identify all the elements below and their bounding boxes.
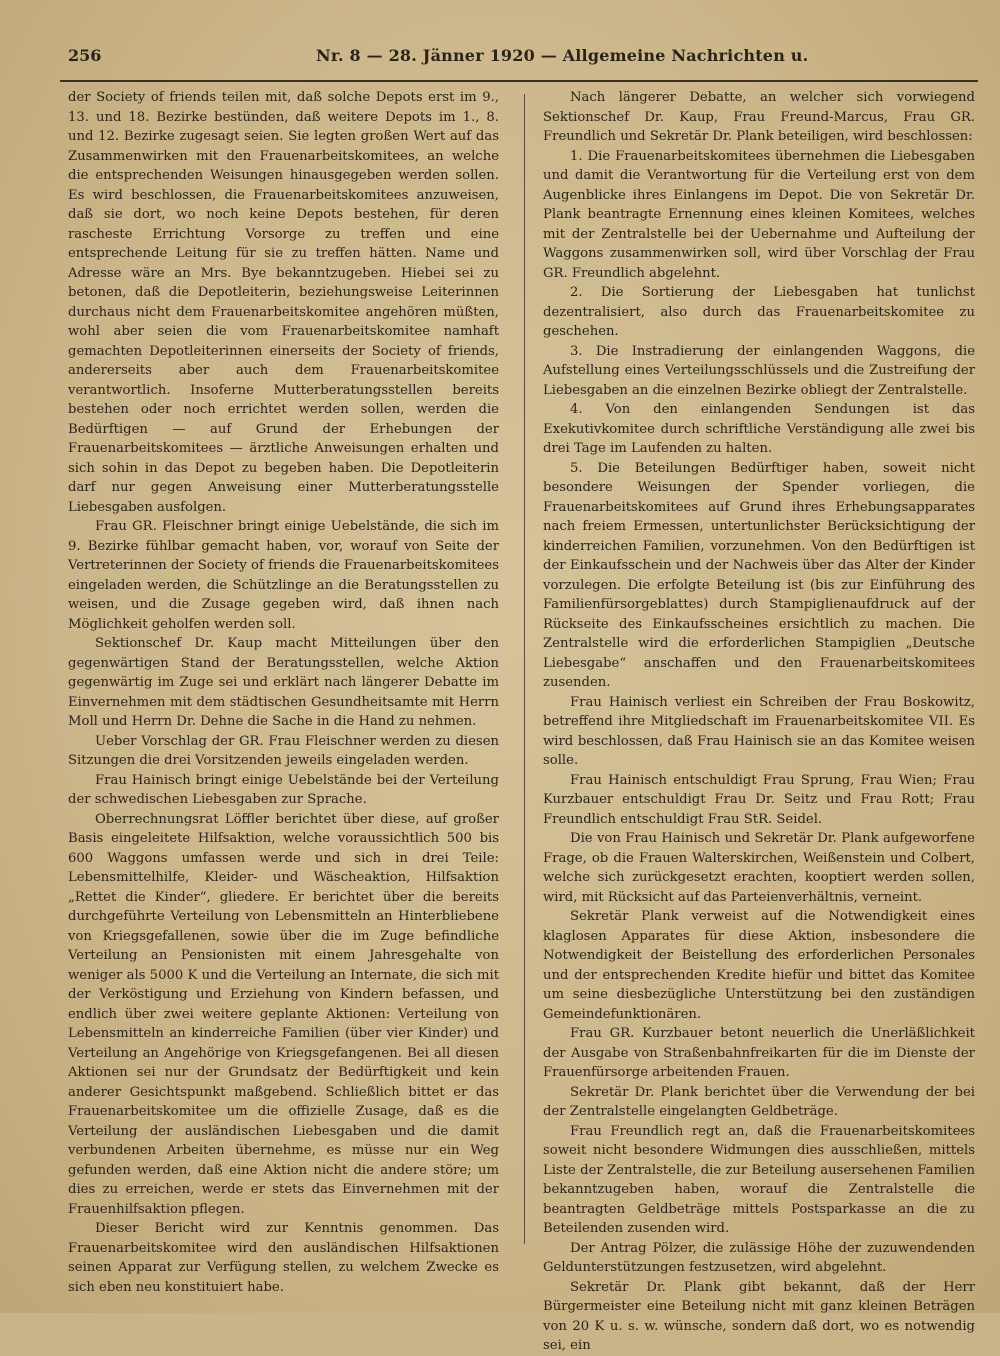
paragraph: 1. Die Frauenarbeitskomitees übernehmen die Liebesgaben und damit die Verantwortung für die Verteilung erst von dem Augenblicke ihres Einlangens im Depot. Die von Sekretär Dr. Plank beantragte Ernennung eines kleinen Komitees, welches mit der Zentralstelle bei der Uebernahme und Aufteilung der Waggons zusammenwirken soll, wird über Vorschlag der Frau GR. Freundlich abgelehnt.	[543, 148, 975, 281]
header-rule	[60, 80, 978, 82]
paragraph: Frau GR. Kurzbauer betont neuerlich die Unerläßlichkeit der Ausgabe von Straßenbahnfreikarten für die im Dienste der Frauenfürsorge arbeitenden Frauen.	[543, 1026, 975, 1080]
column-divider	[524, 94, 525, 1244]
paragraph: Frau Freundlich regt an, daß die Frauenarbeitskomitees soweit nicht besondere Widmungen dies ausschließen, mittels Liste der Zentralstelle, die zur Beteilung ausersehenen Familien bekanntzugeben haben, worauf die Zentralstelle die beantragten Geldbeträge mittels Postsparkasse an die zu Beteilenden zusenden wird.	[543, 1123, 975, 1236]
paragraph: Der Antrag Pölzer, die zulässige Höhe der zuzuwendenden Geldunterstützungen festzusetzen, wird abgelehnt.	[543, 1240, 975, 1275]
paragraph: Dieser Bericht wird zur Kenntnis genommen. Das Frauenarbeitskomitee wird den ausländischen Hilfsaktionen seinen Apparat zur Verfügung stellen, zu welchem Zwecke es sich eben neu konstituiert habe.	[68, 1221, 499, 1295]
paragraph: Sekretär Plank verweist auf die Notwendigkeit eines klaglosen Apparates für diese Aktion, insbesondere die Notwendigkeit der Beistellung des erforderlichen Personales und der entsprechenden Kredite hiefür und bittet das Komitee um seine diesbezügliche Unterstützung bei den zuständigen Gemeindefunktionären.	[543, 909, 975, 1022]
running-title: Nr. 8 — 28. Jänner 1920 — Allgemeine Nachrichten u.	[316, 46, 809, 65]
paragraph: Nach längerer Debatte, an welcher sich vorwiegend Sektionschef Dr. Kaup, Frau Freund-Marcus, Frau GR. Freundlich und Sekretär Dr. Plank beteiligen, wird beschlossen:	[543, 90, 975, 144]
paragraph: Oberrechnungsrat Löffler berichtet über diese, auf großer Basis eingeleitete Hilfsaktion, welche voraussichtlich 500 bis 600 Waggons umfassen werde und sich in drei Teile: Lebensmittelhilfe, Kleider- und Wäscheaktion, Hilfsaktion „Rettet die Kinder“, gliedere. Er berichtet über die bereits durchgeführte Verteilung von Lebensmitteln an Hinterbliebene von Kriegsgefallenen, sowie über die im Zuge befindliche Verteilung an Pensionisten mit einem Jahresgehalte von weniger als 5000 K und die Verteilung an Internate, die sich mit der Verköstigung und Erziehung von Kindern befassen, und endlich über zwei weitere geplante Aktionen: Verteilung von Lebensmitteln an kinderreiche Familien (über vier Kinder) und Verteilung an Angehörige von Kriegsgefangenen. Bei all diesen Aktionen sei nur der Grundsatz der Bedürftigkeit und kein anderer Gesichtspunkt maßgebend. Schließlich bittet er das Frauenarbeitskomitee um die offizielle Zusage, daß es die Verteilung der ausländischen Liebesgaben und die damit verbundenen Arbeiten übernehme, es müsse nur ein Weg gefunden werden, daß eine Aktion nicht die andere störe; um dies zu erreichen, werde er stets das Einvernehmen mit der Frauenhilfsaktion pflegen.	[68, 811, 499, 1217]
page-header	[68, 46, 948, 72]
page-number: 256	[68, 46, 102, 65]
paragraph: 5. Die Beteilungen Bedürftiger haben, soweit nicht besondere Weisungen der Spender vorliegen, die Frauenarbeitskomitees auf Grund ihres Erhebungsapparates nach freiem Ermessen, untertunlichster Berücksichtigung der kinderreichen Familien, vorzunehmen. Von den Bedürftigen ist der Einkaufsschein und der Nachweis über das Alter der Kinder vorzulegen. Die erfolgte Beteilung ist (bis zur Einführung des Familienfürsorgeblattes) durch Stampiglienaufdruck auf der Rückseite des Einkaufsscheines ersichtlich zu machen. Die Zentralstelle wird die erforderlichen Stampiglien „Deutsche Liebesgabe“ anschaffen und den Frauenarbeitskomitees zusenden.	[543, 460, 975, 690]
paragraph: Sekretär Dr. Plank gibt bekannt, daß der Herr Bürgermeister eine Beteilung nicht mit ganz kleinen Beträgen von 20 K u. s. w. wünsche, sondern daß dort, wo es notwendig sei, ein	[543, 1279, 975, 1353]
paragraph: 2. Die Sortierung der Liebesgaben hat tunlichst dezentralisiert, also durch das Frauenarbeitskomitee zu geschehen.	[543, 285, 975, 339]
paragraph: Sekretär Dr. Plank berichtet über die Verwendung der bei der Zentralstelle eingelangten Geldbeträge.	[543, 1084, 975, 1119]
paragraph: der Society of friends teilen mit, daß solche Depots erst im 9., 13. und 18. Bezirke bestünden, daß weitere Depots im 1., 8. und 12. Bezirke zugesagt seien. Sie legten großen Wert auf das Zusammenwirken mit den Frauenarbeitskomitees, an welche die entsprechenden Weisungen hinausgegeben werden sollen. Es wird beschlossen, die Frauenarbeitskomitees anzuweisen, daß sie dort, wo noch keine Depots bestehen, für deren rascheste Errichtung Vorsorge zu treffen und eine entsprechende Leitung für sie zu treffen hätten. Name und Adresse wäre an Mrs. Bye bekanntzugeben. Hiebei sei zu betonen, daß die Depotleiterin, beziehungsweise Leiterinnen durchaus nicht dem Frauenarbeitskomitee angehören müßten, wohl aber seien die vom Frauenarbeitskomitee namhaft gemachten Depotleiterinnen einerseits der Society of friends, andererseits aber auch dem Frauenarbeitskomitee verantwortlich. Insoferne Mutterberatungsstellen bereits bestehen oder noch errichtet werden sollen, werden die Bedürftigen — auf Grund der Erhebungen der Frauenarbeitskomitees — ärztliche Anweisungen erhalten und sich sohin in das Depot zu begeben haben. Die Depotleiterin darf nur gegen Anweisung einer Mutterberatungsstelle Liebesgaben ausfolgen.	[68, 90, 499, 515]
paragraph: 4. Von den einlangenden Sendungen ist das Exekutivkomitee durch schriftliche Verständigung alle zwei bis drei Tage im Laufenden zu halten.	[543, 402, 975, 456]
paragraph: Frau Hainisch verliest ein Schreiben der Frau Boskowitz, betreffend ihre Mitgliedschaft im Frauenarbeitskomitee VII. Es wird beschlossen, daß Frau Hainisch sie an das Komitee weisen solle.	[543, 694, 975, 768]
paragraph: Frau GR. Fleischner bringt einige Uebelstände, die sich im 9. Bezirke fühlbar gemacht haben, vor, worauf von Seite der Vertreterinnen der Society of friends die Frauenarbeitskomitees eingeladen werden, die Schützlinge an die Beratungsstellen zu weisen, und die Zusage gegeben wird, daß ihnen nach Möglichkeit geholfen werden soll.	[68, 519, 499, 632]
paragraph: Sektionschef Dr. Kaup macht Mitteilungen über den gegenwärtigen Stand der Beratungsstellen, welche Aktion gegenwärtig im Zuge sei und erklärt nach längerer Debatte im Einvernehmen mit dem städtischen Gesundheitsamte mit Herrn Moll und Herrn Dr. Dehne die Sache in die Hand zu nehmen.	[68, 636, 499, 729]
paragraph: Die von Frau Hainisch und Sekretär Dr. Plank aufgeworfene Frage, ob die Frauen Walterskirchen, Weißenstein und Colbert, welche sich zurückgesetzt erachten, kooptiert werden sollen, wird, mit Rücksicht auf das Parteienverhältnis, verneint.	[543, 831, 975, 905]
paragraph: 3. Die Instradierung der einlangenden Waggons, die Aufstellung eines Verteilungsschlüssels und die Zustreifung der Liebesgaben an die einzelnen Bezirke obliegt der Zentralstelle.	[543, 343, 975, 398]
paragraph: Ueber Vorschlag der GR. Frau Fleischner werden zu diesen Sitzungen die drei Vorsitzenden jeweils eingeladen werden.	[68, 733, 499, 768]
right-column	[543, 88, 975, 1356]
paragraph: Frau Hainisch bringt einige Uebelstände bei der Verteilung der schwedischen Liebesgaben zur Sprache.	[68, 772, 499, 807]
paragraph: Frau Hainisch entschuldigt Frau Sprung, Frau Wien; Frau Kurzbauer entschuldigt Frau Dr. Seitz und Frau Rott; Frau Freundlich entschuldigt Frau StR. Seidel.	[543, 772, 975, 827]
left-column	[68, 88, 499, 1297]
